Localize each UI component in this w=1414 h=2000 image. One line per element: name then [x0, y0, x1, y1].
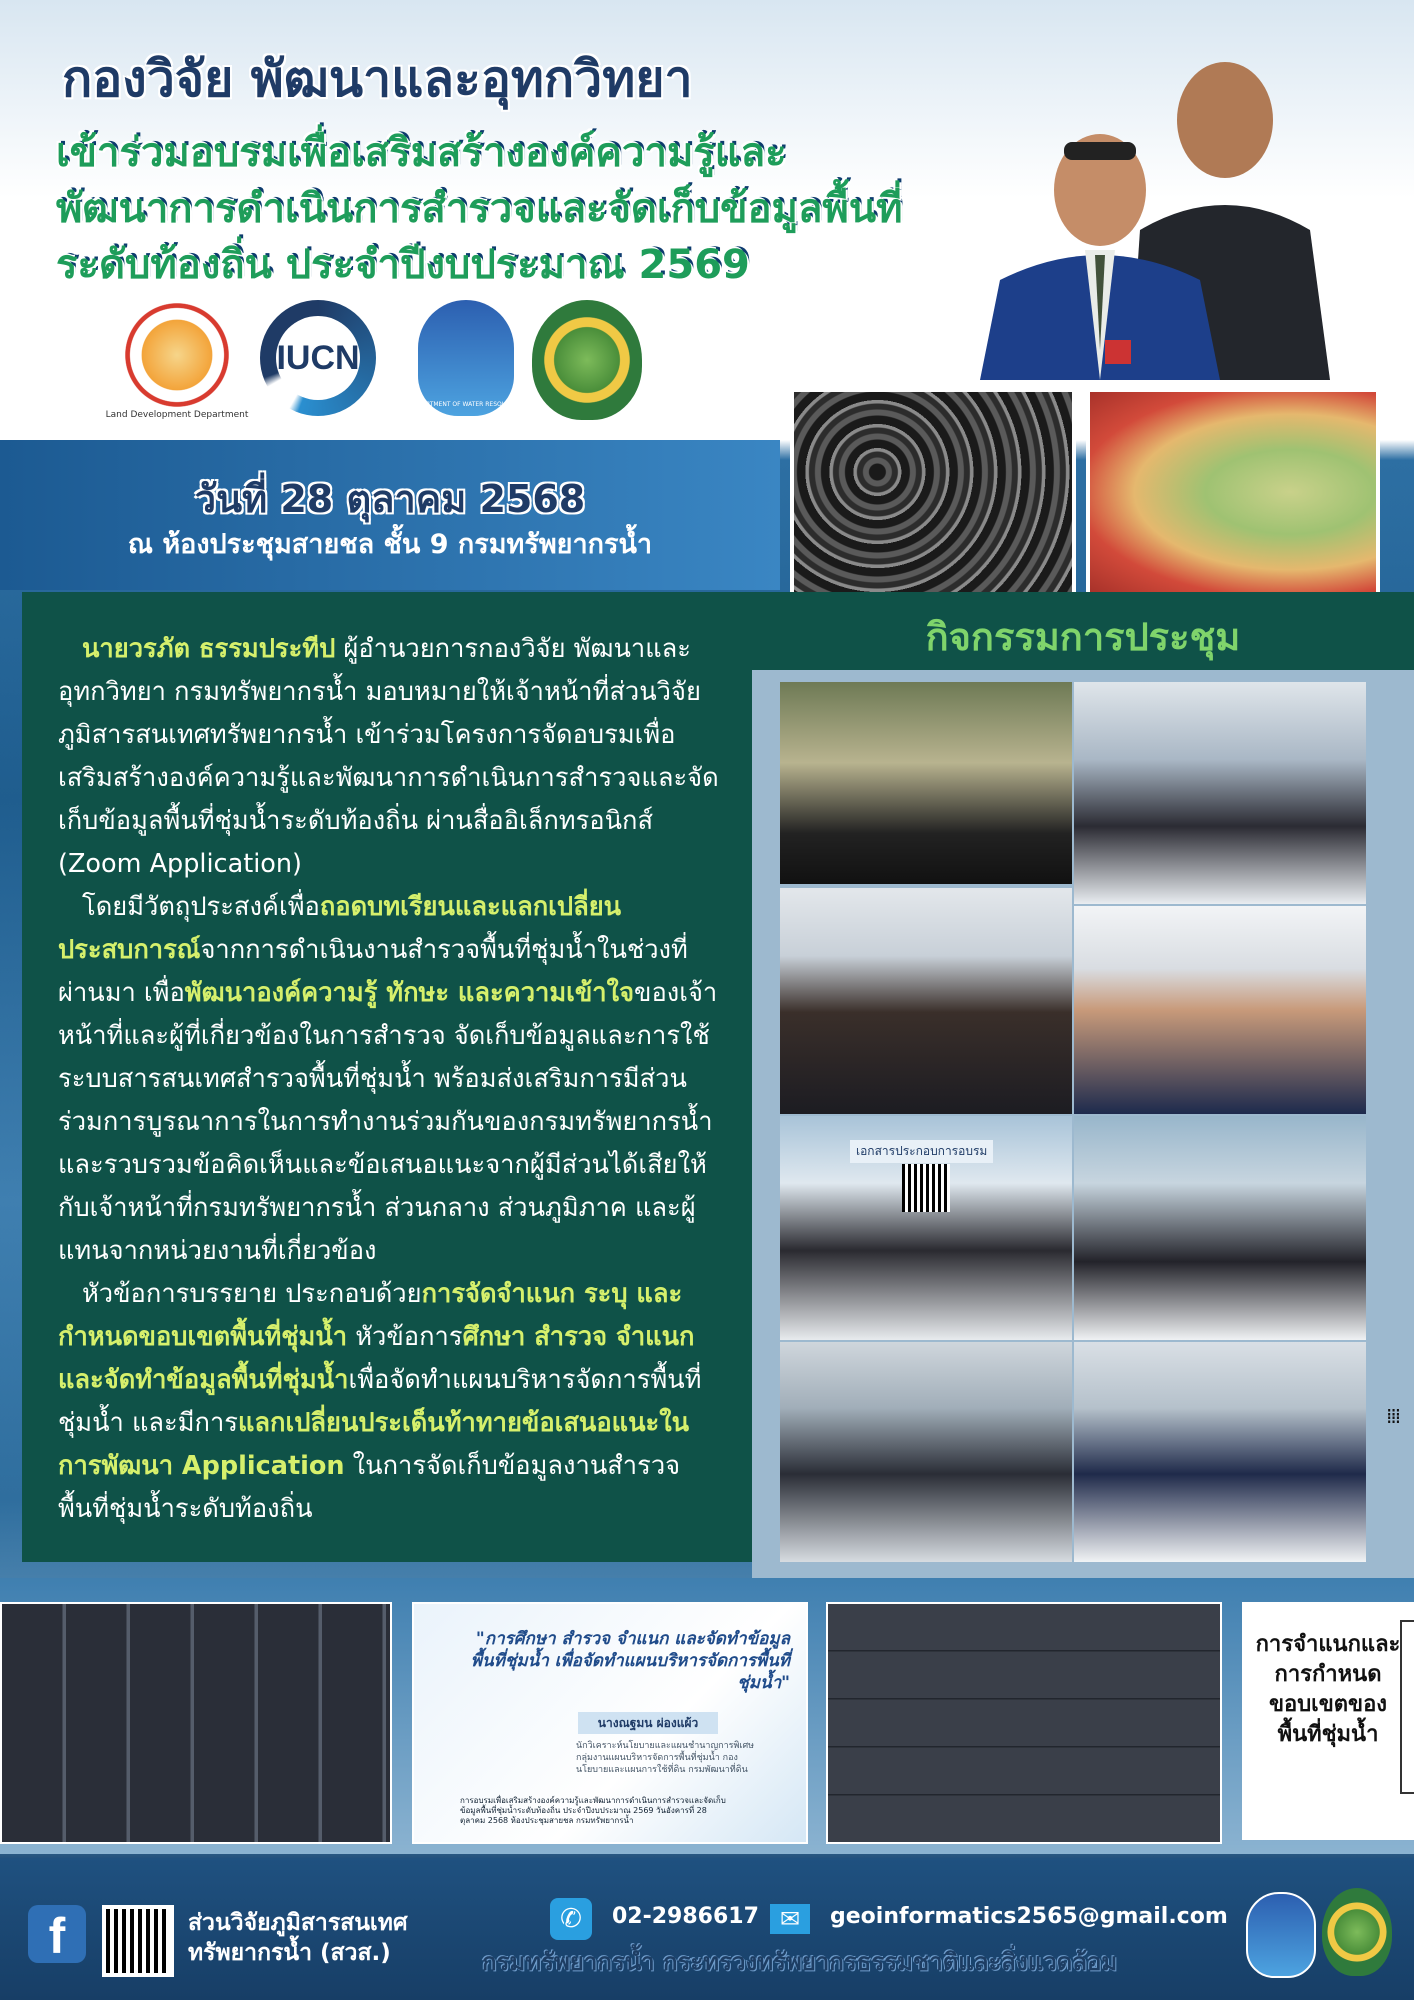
activity-photo-2 — [1074, 682, 1366, 904]
activity-photo-7 — [780, 1342, 1072, 1562]
aerial-photo-image — [790, 388, 1076, 596]
page-title: กองวิจัย พัฒนาและอุทกวิทยา — [62, 50, 693, 108]
qr-code-icon — [102, 1905, 174, 1977]
terrain-map-image — [1086, 388, 1380, 596]
ministry-footer-logo — [1322, 1888, 1392, 1976]
ministry-natural-resources-logo — [532, 300, 642, 420]
slide-footer: การอบรมเพื่อเสริมสร้างองค์ความรู้และพัฒนาการดำเนินการสำรวจและจัดเก็บข้อมูลพื้นที่ชุ่มน้ำระดับท้องถิ่น ประจำปีงบประมาณ 2569 วันอังคารที่ 28 ตุลาคม 2568 ห้องประชุมสายชล กรมทรัพยากรน้ำ — [460, 1796, 726, 1825]
paragraph-2-text-a: โดยมีวัตถุประสงค์เพื่อ — [82, 892, 320, 922]
slide-speaker-role: นักวิเคราะห์นโยบายและแผนชำนาญการพิเศษ กลุ่มงานแผนบริหารจัดการพื้นที่ชุ่มน้ำ กองนโยบายและแผนการใช้ที่ดิน กรมพัฒนาที่ดิน — [576, 1741, 755, 1775]
paragraph-3-highlight-1: การจัดจำแนก ระบุ และกำหนดขอบเขตพื้นที่ชุ่มน้ำ — [58, 1279, 683, 1352]
slide-title: "การศึกษา สำรวจ จำแนก และจัดทำข้อมูลพื้นที่ชุ่มน้ำ เพื่อจัดทำแผนบริหารจัดการพื้นที่ชุ่มน้ำ" — [470, 1629, 790, 1693]
dwr-logo-text: DEPARTMENT OF WATER RESOURCES — [410, 401, 522, 408]
footer-organization — [188, 1908, 408, 1968]
paragraph-2-highlight-1: ถอดบทเรียนและแลกเปลี่ยนประสบการณ์ — [58, 892, 622, 965]
paragraph-3-text-c: เพื่อจัดทำแผนบริหารจัดการพื้นที่ชุ่มน้ำ และมีการ — [58, 1365, 702, 1438]
activity-photo-5 — [780, 1116, 1072, 1340]
department-of-water-resources-logo — [410, 300, 522, 416]
land-development-department-logo — [105, 300, 249, 420]
zoom-gallery-screenshot-1 — [0, 1602, 392, 1844]
ldd-logo-text: Land Development Department — [105, 410, 249, 420]
event-venue: ณ ห้องประชุมสายชล ชั้น 9 กรมทรัพยากรน้ำ — [127, 529, 653, 560]
paragraph-2-text-c: ของเจ้าหน้าที่และผู้ที่เกี่ยวข้องในการสำรวจ จัดเก็บข้อมูลและการใช้ระบบสารสนเทศสำรวจพื้นที่ชุ่มน้ำ พร้อมส่งเสริมการมีส่วนร่วมการบูรณาการในการทำงานร่วมกันของกรมทรัพยากรน้ำ และรวบรวมข้อคิดเห็นและข้อเสนอแนะจากผู้มีส่วนได้เสียให้กับเจ้าหน้าที่กรมทรัพยากรน้ำ ส่วนกลาง ส่วนภูมิภาค และผู้แทนจากหน่วยงานที่เกี่ยวข้อง — [58, 978, 718, 1266]
iucn-logo-text: IUCN — [276, 316, 360, 400]
paragraph-2-text-b: จากการดำเนินงานสำรวจพื้นที่ชุ่มน้ำในช่วงที่ผ่านมา เพื่อ — [58, 935, 688, 1008]
activity-photo-1 — [780, 682, 1072, 884]
activity-photo-8 — [1074, 1342, 1366, 1562]
activity-photo-4 — [1074, 906, 1366, 1114]
director-name: นายวรภัต ธรรมประทีป — [82, 634, 336, 664]
activity-photo-6 — [1074, 1116, 1366, 1340]
paragraph-3 — [58, 1273, 726, 1531]
subtitle-line-2: พัฒนาการดำเนินการสำรวจและจัดเก็บข้อมูลพื้นที่ — [56, 186, 903, 232]
paragraph-3-highlight-3: แลกเปลี่ยนประเด็นท้าทายข้อเสนอแนะในการพัฒนา Application — [58, 1408, 690, 1481]
activity-photo-3 — [780, 888, 1072, 1114]
paragraph-1-text: ผู้อำนวยการกองวิจัย พัฒนาและอุทกวิทยา กรมทรัพยากรน้ำ มอบหมายให้เจ้าหน้าที่ส่วนวิจัยภูมิสารสนเทศทรัพยากรน้ำ เข้าร่วมโครงการจัดอบรมเพื่อเสริมสร้างองค์ความรู้และพัฒนาการดำเนินการสำรวจและจัดเก็บข้อมูลพื้นที่ชุ่มน้ำระดับท้องถิ่น ผ่านสื่ออิเล็กทรอนิกส์ (Zoom Application) — [58, 634, 719, 879]
paragraph-1 — [58, 628, 726, 886]
activity-title: กิจกรรมการประชุม — [925, 615, 1241, 659]
paragraph-3-highlight-2: ศึกษา สำรวจ จำแนกและจัดทำข้อมูลพื้นที่ชุ่มน้ำ — [58, 1322, 695, 1395]
dwr-footer-logo — [1246, 1892, 1316, 1978]
classification-slide-text: การจำแนกและการกำหนดขอบเขตของพื้นที่ชุ่มน้ำ — [1255, 1632, 1401, 1747]
qr-code — [902, 1164, 950, 1212]
event-date: วันที่ 28 ตุลาคม 2568 — [194, 477, 586, 521]
mail-icon: ✉ — [770, 1904, 810, 1934]
zoom-gallery-screenshot-2 — [826, 1602, 1222, 1844]
paragraph-3-text-a: หัวข้อการบรรยาย ประกอบด้วย — [82, 1279, 422, 1309]
officials-photo — [960, 50, 1350, 380]
org-line-1: ส่วนวิจัยภูมิสารสนเทศ — [188, 1910, 408, 1936]
phone-icon: ✆ — [550, 1898, 592, 1940]
facebook-icon[interactable]: f — [28, 1905, 86, 1963]
paragraph-2 — [58, 886, 726, 1273]
paragraph-3-text-d: ในการจัดเก็บข้อมูลงานสำรวจพื้นที่ชุ่มน้ำระดับท้องถิ่น — [58, 1451, 681, 1524]
phone-number[interactable]: 02-2986617 — [612, 1904, 759, 1929]
slide-speaker: นางณฐมน ผ่องแผ้ว — [578, 1712, 718, 1734]
paragraph-2-highlight-2: พัฒนาองค์ความรู้ ทักษะ และความเข้าใจ — [184, 978, 635, 1008]
org-line-2: ทรัพยากรน้ำ (สวส.) — [188, 1940, 391, 1966]
article-body — [58, 628, 726, 1531]
screen-caption: เอกสารประกอบการอบรม — [850, 1140, 993, 1163]
ministry-name: กรมทรัพยากรน้ำ กระทรวงทรัพยากรธรรมชาติและสิ่งแวดล้อม — [482, 1948, 1118, 1976]
classification-bracket — [1400, 1620, 1414, 1794]
decorative-dots-icon: ⁞⁞⁞ — [1386, 1404, 1400, 1428]
email-address[interactable]: geoinformatics2565@gmail.com — [830, 1904, 1228, 1929]
subtitle-line-1: เข้าร่วมอบรมเพื่อเสริมสร้างองค์ความรู้และ — [56, 130, 787, 176]
iucn-logo — [260, 300, 376, 416]
subtitle-line-3: ระดับท้องถิ่น ประจำปีงบประมาณ 2569 — [56, 242, 750, 288]
paragraph-3-text-b: หัวข้อการ — [347, 1322, 463, 1352]
